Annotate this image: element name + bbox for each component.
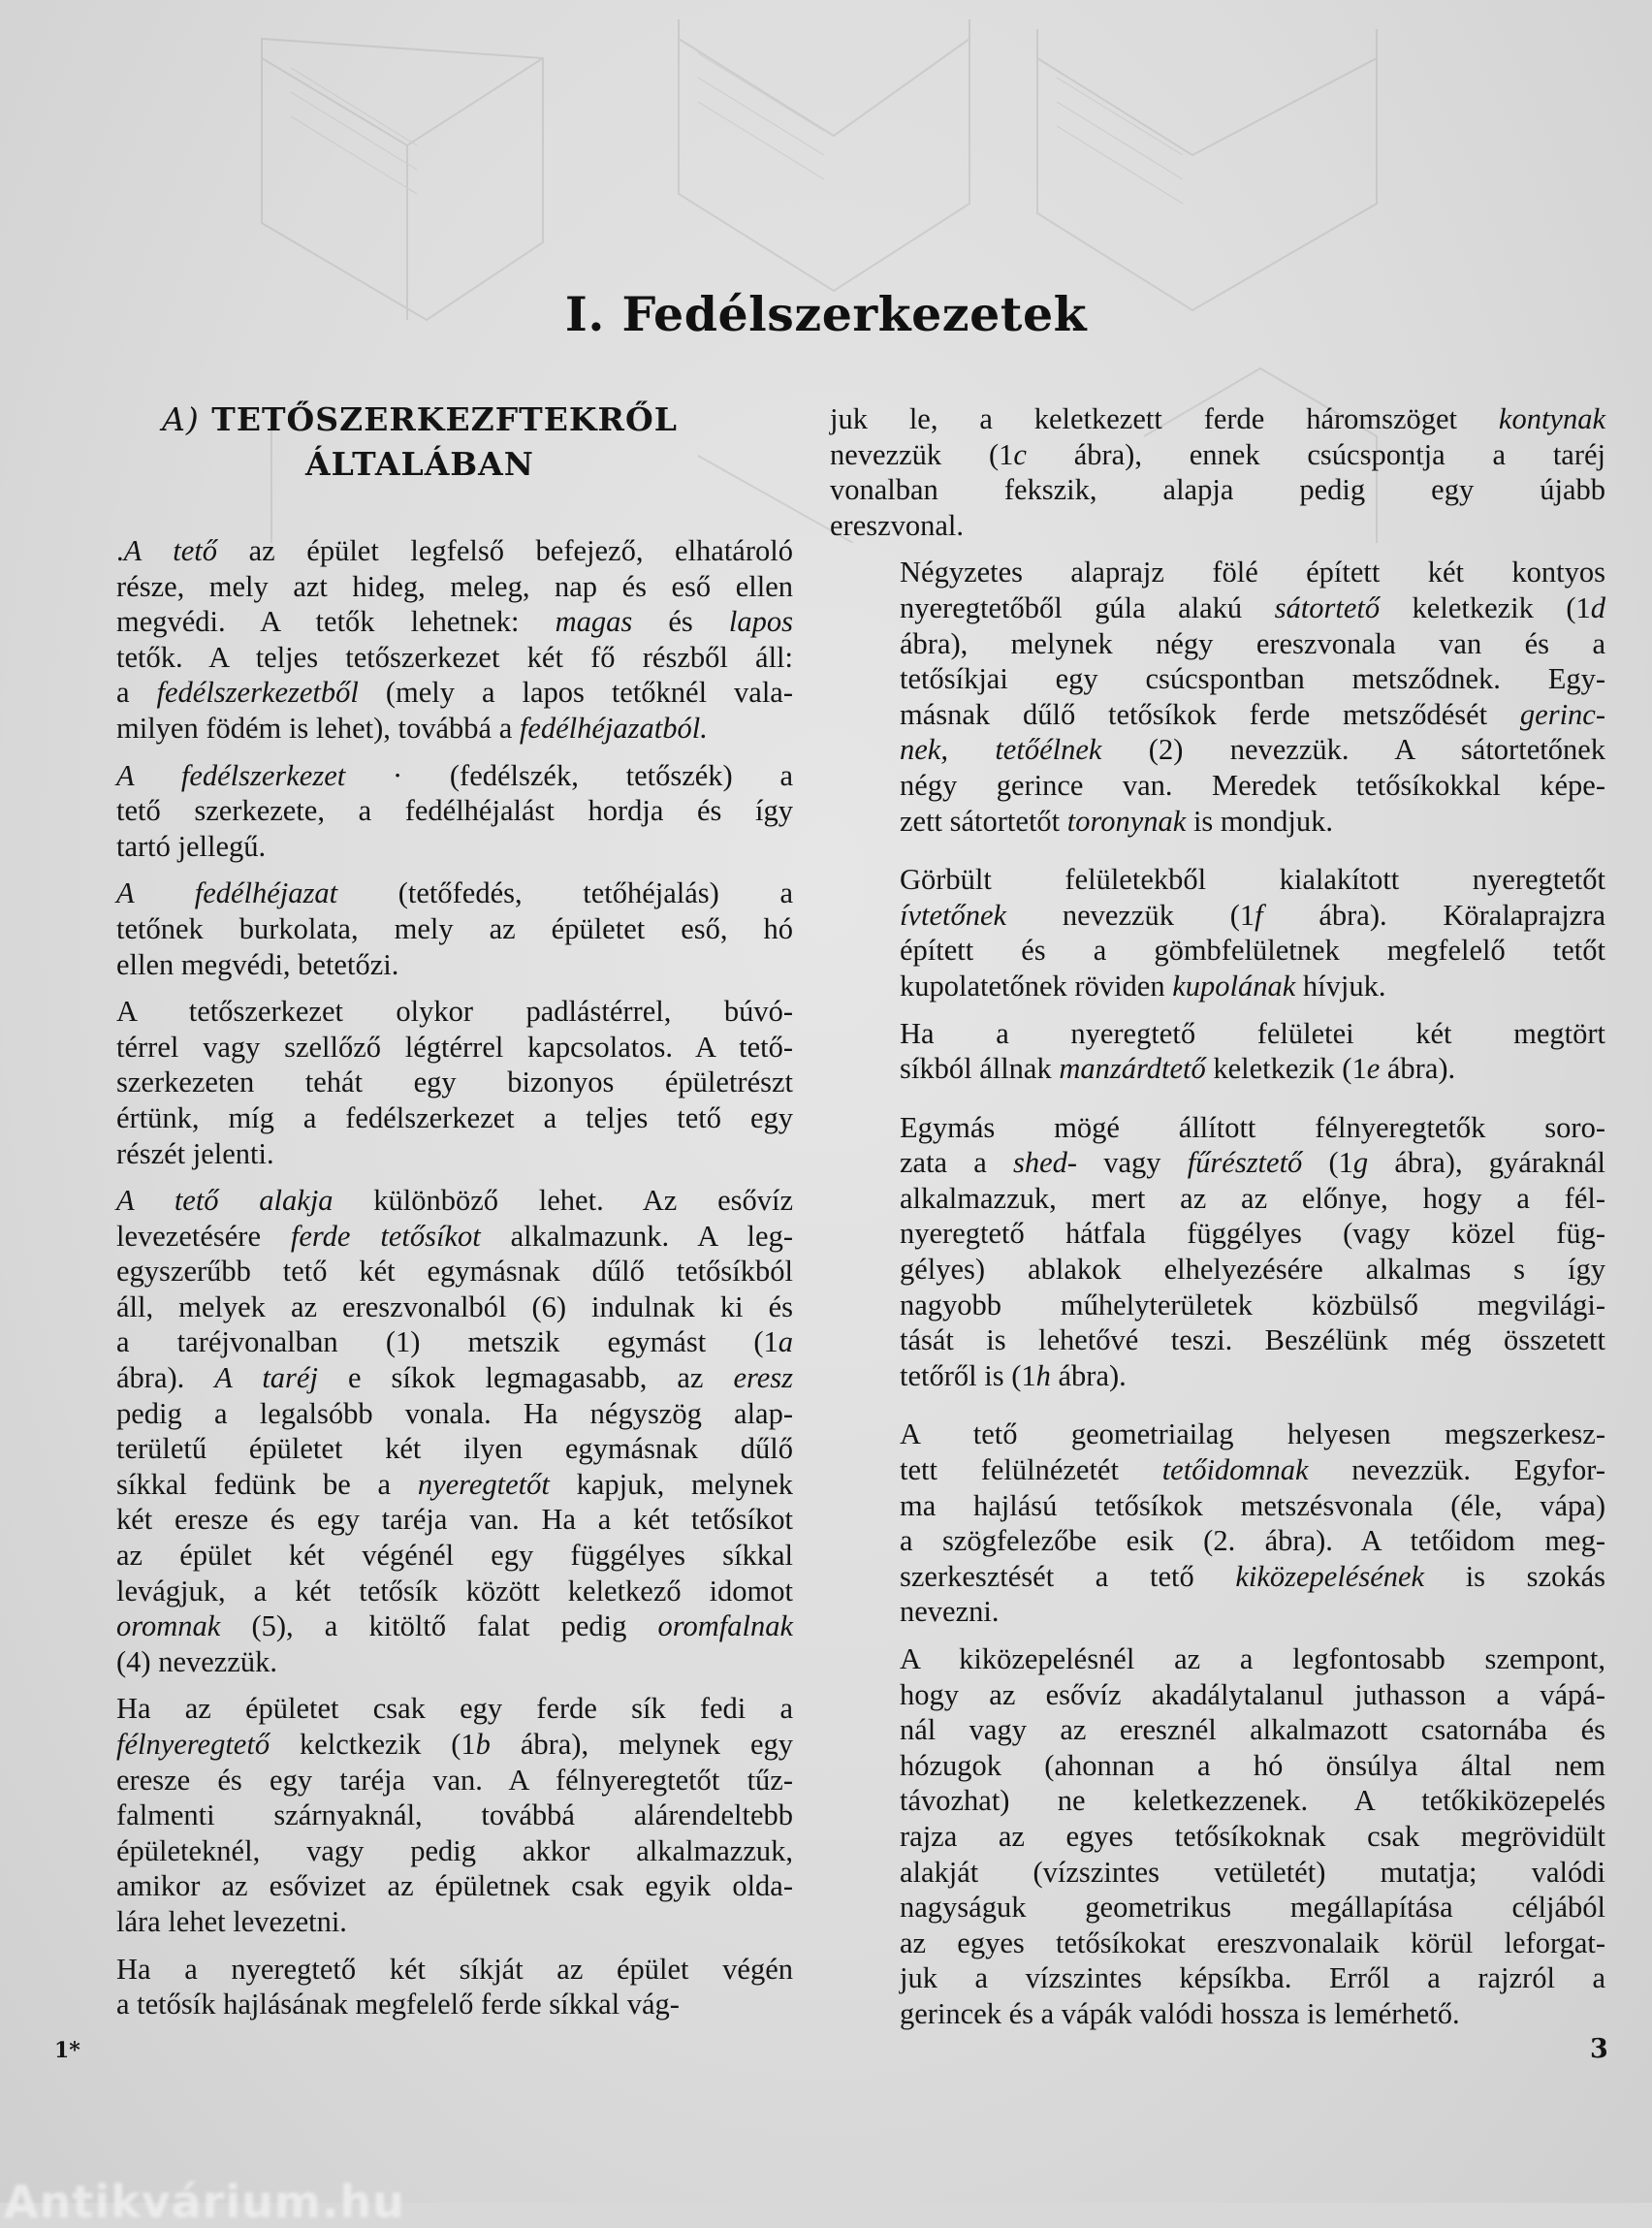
- text-run: az épület két végénél egy függélyes síkkal: [116, 1539, 793, 1573]
- text-run: zata a: [900, 1146, 1013, 1180]
- text-run: síkkal fedünk be a: [116, 1467, 418, 1501]
- text-run: Ha a nyeregtető két síkját az épület végén: [116, 1952, 793, 1986]
- text-run: ábra), ennek csúcspontja a taréj: [1026, 437, 1605, 471]
- text-run: alkalmazunk. A leg-: [480, 1219, 793, 1253]
- text-line: [47, 675, 793, 711]
- text-run: nyeregtetőből gúla alakú: [900, 590, 1275, 624]
- text-line: [830, 804, 1605, 840]
- italic-term: magas: [555, 605, 633, 639]
- text-run: hózugok (ahonnan a hó önsúlya által nem: [900, 1748, 1605, 1782]
- text-line: [47, 1868, 793, 1904]
- text-line: [47, 1904, 793, 1940]
- signature-mark: 1*: [54, 2038, 80, 2063]
- text-run: (2) nevezzük. A sátortetőnek: [1101, 733, 1605, 767]
- text-line: [830, 1819, 1605, 1855]
- text-run: ábra), melynek egy: [490, 1728, 793, 1761]
- text-run: ábra).: [1380, 1052, 1456, 1086]
- text-run: síkból állnak: [900, 1052, 1060, 1086]
- text-run: gélyes) ablakok elhelyezésére alkalmas s így: [900, 1253, 1605, 1287]
- text-run: alkalmazzuk, mert az az előnye, hogy a fél-: [900, 1181, 1605, 1215]
- text-line: [830, 661, 1605, 697]
- page-number: 3: [1590, 2034, 1608, 2064]
- paragraph: [830, 1416, 1605, 1630]
- text-run: épített és a gömbfelületnek megfelelő tetőt: [900, 934, 1605, 968]
- text-line: [47, 1798, 793, 1833]
- chapter-title: I. Fedélszerkezetek: [564, 285, 1088, 342]
- text-run: tetők. A teljes tetőszerkezet két fő részből áll:: [116, 640, 793, 674]
- paragraph: [47, 1183, 793, 1679]
- text-line: [47, 1065, 793, 1100]
- text-line: [830, 1890, 1605, 1926]
- text-line: [47, 711, 793, 747]
- italic-term: kontynak: [1498, 402, 1605, 435]
- text-line: [830, 1523, 1605, 1559]
- italic-term: A tető: [123, 534, 218, 567]
- text-run: és: [632, 605, 729, 639]
- text-line: [47, 1360, 793, 1396]
- text-run: lára lehet levezetni.: [116, 1904, 347, 1938]
- text-run: ábra). Köralaprajzra: [1262, 898, 1605, 932]
- paragraph: [47, 1691, 793, 1939]
- text-run: tetőnek burkolata, mely az épületet eső, hó: [116, 911, 793, 945]
- text-run: két eresze és egy taréja van. Ha a két tetősíkot: [116, 1503, 793, 1537]
- text-run: falmenti szárnyaknál, továbbá alárendeltebb: [116, 1798, 793, 1832]
- text-run: a: [116, 676, 157, 710]
- text-line: [47, 1952, 793, 1988]
- text-line: [830, 1145, 1605, 1181]
- paragraph: [830, 1110, 1605, 1394]
- paragraph: [830, 862, 1605, 1003]
- text-line: [47, 1727, 793, 1763]
- italic-term: c: [1013, 437, 1027, 471]
- text-run: A kiközepelésnél az a legfontosabb szempont,: [900, 1642, 1605, 1675]
- text-run: négy gerince van. Meredek tetősíkokkal képe-: [900, 768, 1605, 802]
- text-run: tartó jellegű.: [116, 829, 267, 863]
- paragraph: [47, 758, 793, 865]
- text-run: alakját (vízszintes vetületét) mutatja; valódi: [900, 1855, 1605, 1889]
- text-run: hogy az esővíz akadálytalanul juthasson a vápá-: [900, 1677, 1605, 1711]
- text-run: Egymás mögé állított félnyeregtetők soro-: [900, 1110, 1605, 1144]
- text-line: [830, 437, 1605, 473]
- paragraph: [47, 994, 793, 1171]
- text-run: amikor az esővizet az épületnek csak egyik olda-: [116, 1869, 793, 1903]
- text-run: áll, melyek az ereszvonalból (6) indulnak ki és: [116, 1289, 793, 1323]
- text-run: levágjuk, a két tetősík között keletkező idomot: [116, 1574, 793, 1607]
- text-run: az egyes tetősíkokat ereszvonalaik körül leforgat-: [900, 1926, 1605, 1959]
- text-line: [47, 994, 793, 1030]
- italic-term: fedélszerkezet: [180, 758, 346, 792]
- text-line: [830, 1996, 1605, 2032]
- text-run: tett felülnézetét: [900, 1453, 1162, 1487]
- text-run: az épület legfelső befejező, elhatároló: [217, 534, 793, 567]
- text-run: pedig a legalsóbb vonala. Ha négyszög alap-: [116, 1396, 793, 1430]
- text-line: [47, 1538, 793, 1574]
- paragraph: [830, 1641, 1605, 2032]
- text-line: [47, 604, 793, 640]
- italic-term: shed-: [1012, 1146, 1078, 1180]
- italic-term: fedélhéjazatból.: [519, 711, 708, 745]
- text-line: [47, 533, 793, 569]
- text-line: [830, 1748, 1605, 1784]
- text-run: gerincek és a vápák valódi hossza is lemérhető.: [900, 1996, 1460, 2030]
- text-run: másnak dűlő tetősíkok ferde metsződését: [900, 697, 1520, 731]
- text-line: [47, 829, 793, 865]
- text-run: ereszvonal.: [830, 508, 965, 542]
- text-line: [47, 1289, 793, 1325]
- paragraph: [830, 1016, 1605, 1087]
- italic-term: fedélszerkezetből: [156, 676, 359, 710]
- italic-term: lapos: [728, 605, 793, 639]
- text-run: nevezni.: [900, 1595, 1000, 1629]
- text-line: [830, 969, 1605, 1004]
- text-line: [47, 1644, 793, 1680]
- text-line: [830, 1960, 1605, 1996]
- right-column-body: [830, 401, 1605, 2032]
- text-line: [47, 1324, 793, 1360]
- text-run: is mondjuk.: [1186, 804, 1333, 838]
- text-run: rajza az egyes tetősíkoknak csak megrövidült: [900, 1819, 1605, 1853]
- italic-term: A: [116, 758, 181, 792]
- text-run: tető szerkezete, a fedélhéjalást hordja és így: [116, 794, 793, 828]
- text-line: [47, 1608, 793, 1644]
- text-run: távozhat) ne keletkezzenek. A tetőkiközepelés: [900, 1784, 1605, 1818]
- italic-term: eresz: [733, 1361, 794, 1395]
- italic-term: d: [1590, 590, 1605, 624]
- text-run: Ha az épületet csak egy ferde sík fedi a: [116, 1692, 793, 1726]
- text-line: [830, 1488, 1605, 1524]
- text-run: e síkok legmagasabb, az: [317, 1361, 734, 1395]
- text-line: [830, 590, 1605, 626]
- text-run: részét jelenti.: [116, 1136, 274, 1170]
- italic-term: A: [116, 876, 195, 910]
- text-line: [830, 555, 1605, 590]
- text-run: Négyzetes alaprajz fölé épített két kontyos: [900, 556, 1605, 589]
- text-run: hívjuk.: [1295, 969, 1386, 1003]
- text-line: [830, 898, 1605, 934]
- text-line: [47, 1574, 793, 1609]
- text-line: [830, 472, 1605, 508]
- text-line: [47, 640, 793, 676]
- text-line: [830, 1783, 1605, 1819]
- text-run: a szögfelezőbe esik (2. ábra). A tetőidom meg-: [900, 1524, 1605, 1558]
- text-line: [47, 1396, 793, 1432]
- text-run: nevezzük (1: [830, 437, 1014, 471]
- text-line: [47, 1467, 793, 1503]
- text-run: keletkezik (1: [1380, 590, 1591, 624]
- text-line: [830, 862, 1605, 898]
- italic-term: kupolának: [1172, 969, 1296, 1003]
- italic-term: e: [1366, 1052, 1381, 1086]
- text-run: milyen födém is lehet), továbbá a: [116, 711, 520, 745]
- text-run: (tetőfedés, tetőhéjalás) a: [337, 876, 793, 910]
- text-run: megvédi. A tetők lehetnek:: [116, 605, 556, 639]
- text-line: [47, 947, 793, 983]
- text-line: [830, 1288, 1605, 1323]
- italic-term: A taréj: [214, 1361, 318, 1395]
- text-line: [47, 1431, 793, 1467]
- text-run: vagy: [1077, 1146, 1188, 1180]
- text-run: kupolatetőnek röviden: [900, 969, 1173, 1003]
- italic-term: A tető alakja: [116, 1184, 334, 1218]
- text-run: vonalban fekszik, alapja pedig egy újabb: [830, 473, 1605, 507]
- text-run: kelctkezik (1: [270, 1728, 476, 1761]
- italic-term: toronynak: [1066, 804, 1187, 838]
- italic-term: oromfalnak: [657, 1609, 793, 1643]
- watermark: Antikvárium.hu: [4, 2176, 405, 2228]
- text-line: [830, 1855, 1605, 1891]
- text-line: [47, 1833, 793, 1869]
- italic-term: tetőidomnak: [1161, 1453, 1309, 1487]
- text-run: térrel vagy szellőző légtérrel kapcsolatos. A tető-: [116, 1030, 793, 1064]
- text-run: területű épületet két ilyen egymásnak dűlő: [116, 1432, 793, 1466]
- italic-term: félnyeregtető: [116, 1728, 270, 1761]
- italic-term: nyeregtetőt: [417, 1467, 550, 1501]
- text-line: [47, 1987, 793, 2022]
- text-line: [830, 1358, 1605, 1394]
- text-line: [830, 1016, 1605, 1052]
- text-line: [830, 933, 1605, 969]
- text-run: is szokás: [1424, 1559, 1605, 1593]
- text-line: [830, 508, 1605, 544]
- text-line: [47, 911, 793, 947]
- text-line: [830, 1051, 1605, 1087]
- text-run: juk a vízszintes képsíkba. Erről a rajzról a: [900, 1961, 1605, 1995]
- text-run: különböző lehet. Az esővíz: [333, 1184, 793, 1218]
- text-run: ábra), gyáraknál: [1368, 1146, 1605, 1180]
- text-run: .: [116, 534, 124, 567]
- text-run: ábra), melynek négy ereszvonala van és a: [900, 626, 1605, 660]
- italic-term: fedélhéjazat: [194, 876, 338, 910]
- right-column: [830, 401, 1605, 2032]
- text-line: [830, 1252, 1605, 1288]
- italic-term: ferde tetősíkot: [290, 1219, 481, 1253]
- text-line: [830, 1216, 1605, 1252]
- text-line: [47, 1183, 793, 1219]
- paragraph: [47, 875, 793, 982]
- text-line: [47, 1030, 793, 1066]
- italic-term: a: [778, 1325, 793, 1359]
- left-column: [47, 398, 793, 2022]
- text-run: levezetésére: [116, 1219, 291, 1253]
- section-heading-line1: TETŐSZERKEZFTEKRŐL: [211, 400, 678, 438]
- text-run: kapjuk, melynek: [549, 1467, 793, 1501]
- text-run: tetősíkjai egy csúcspontban metsződnek. Egy-: [900, 662, 1605, 696]
- text-run: (mely a lapos tetőknél vala-: [358, 676, 793, 710]
- text-run: · (fedélszék, tetőszék) a: [345, 758, 793, 792]
- text-line: [47, 569, 793, 605]
- italic-term: manzárdtető: [1059, 1052, 1206, 1086]
- text-run: A tető geometriailag helyesen megszerkesz-: [900, 1417, 1605, 1451]
- text-run: (1: [1302, 1146, 1353, 1180]
- text-run: egyszerűbb tető két egymásnak dűlő tetősíkból: [116, 1255, 793, 1289]
- section-heading: [47, 398, 793, 487]
- italic-term: kiközepelésének: [1235, 1559, 1425, 1593]
- text-run: része, mely azt hideg, meleg, nap és eső ellen: [116, 569, 793, 603]
- text-line: [47, 758, 793, 794]
- italic-term: oromnak: [116, 1609, 221, 1643]
- text-run: szerkezeten tehát egy bizonyos épületrészt: [116, 1066, 793, 1099]
- paragraph: [830, 401, 1605, 543]
- text-run: szerkesztését a tető: [900, 1559, 1236, 1593]
- text-line: [830, 1452, 1605, 1488]
- text-run: nagyságuk geometrikus megállapítása céljából: [900, 1891, 1605, 1925]
- text-run: nagyobb műhelyterületek közbülső megvilági-: [900, 1288, 1605, 1321]
- text-line: [47, 1254, 793, 1289]
- text-line: [830, 732, 1605, 768]
- text-run: tását is lehetővé teszi. Beszélünk még összetett: [900, 1323, 1605, 1357]
- text-line: [830, 1677, 1605, 1713]
- text-run: (4) nevezzük.: [116, 1644, 277, 1678]
- text-run: Görbült felületekből kialakított nyeregtetőt: [900, 863, 1605, 897]
- text-line: [830, 401, 1605, 437]
- text-line: [830, 1712, 1605, 1748]
- italic-term: h: [1035, 1358, 1051, 1392]
- italic-term: nek, tetőélnek: [900, 733, 1102, 767]
- text-run: tetőről is (1: [900, 1358, 1036, 1392]
- text-run: Ha a nyeregtető felületei két megtört: [900, 1016, 1605, 1050]
- italic-term: sátortető: [1274, 590, 1381, 624]
- text-run: eresze és egy taréja van. A félnyeregtetőt tűz-: [116, 1763, 793, 1797]
- italic-term: fűrésztető: [1187, 1146, 1303, 1180]
- text-line: [830, 697, 1605, 733]
- text-run: (5), a kitöltő falat pedig: [220, 1609, 658, 1643]
- text-run: nyeregtető hátfala függélyes (vagy közel füg-: [900, 1217, 1605, 1251]
- text-run: a tetősík hajlásának megfelelő ferde síkkal vág-: [116, 1988, 680, 2021]
- text-line: [47, 875, 793, 911]
- italic-term: f: [1255, 898, 1263, 932]
- text-line: [830, 1926, 1605, 1961]
- text-line: [830, 1594, 1605, 1630]
- text-line: [830, 626, 1605, 662]
- text-run: nál vagy az eresznél alkalmazott csatornába és: [900, 1713, 1605, 1747]
- paragraph: [830, 555, 1605, 839]
- text-run: A tetőszerkezet olykor padlástérrel, búvó-: [116, 995, 793, 1029]
- text-line: [830, 768, 1605, 804]
- text-run: ellen megvédi, betetőzi.: [116, 947, 399, 981]
- text-line: [47, 1691, 793, 1727]
- text-line: [830, 1416, 1605, 1452]
- text-run: ábra).: [1050, 1358, 1127, 1392]
- text-run: juk le, a keletkezett ferde háromszöget: [830, 402, 1499, 435]
- italic-term: ívtetőnek: [900, 898, 1007, 932]
- text-run: értünk, míg a fedélszerkezet a teljes tető egy: [116, 1100, 793, 1134]
- text-line: [830, 1181, 1605, 1217]
- italic-term: g: [1352, 1146, 1369, 1180]
- text-run: nevezzük (1: [1006, 898, 1255, 932]
- text-line: [830, 1559, 1605, 1595]
- section-prefix: A): [162, 400, 200, 438]
- text-line: [830, 1110, 1605, 1146]
- text-line: [47, 1502, 793, 1538]
- italic-term: gerinc-: [1519, 697, 1605, 731]
- section-heading-line2: ÁLTALÁBAN: [305, 445, 534, 483]
- text-line: [47, 793, 793, 829]
- text-run: ma hajlású tetősíkok metszésvonala (éle, vápa): [900, 1488, 1605, 1522]
- text-line: [47, 1763, 793, 1798]
- italic-term: b: [475, 1728, 491, 1761]
- text-line: [47, 1100, 793, 1136]
- text-run: a taréjvonalban (1) metszik egymást (1: [116, 1325, 778, 1359]
- text-run: keletkezik (1: [1205, 1052, 1367, 1086]
- text-run: épületeknél, vagy pedig akkor alkalmazzuk,: [116, 1833, 793, 1867]
- left-column-body: [47, 533, 793, 2022]
- text-run: zett sátortetőt: [900, 804, 1067, 838]
- text-line: [47, 1219, 793, 1255]
- text-line: [830, 1322, 1605, 1358]
- paragraph: [47, 1952, 793, 2022]
- text-line: [830, 1641, 1605, 1677]
- paragraph: [47, 533, 793, 747]
- text-line: [47, 1136, 793, 1172]
- text-run: nevezzük. Egyfor-: [1308, 1453, 1605, 1487]
- text-run: ábra).: [116, 1361, 215, 1395]
